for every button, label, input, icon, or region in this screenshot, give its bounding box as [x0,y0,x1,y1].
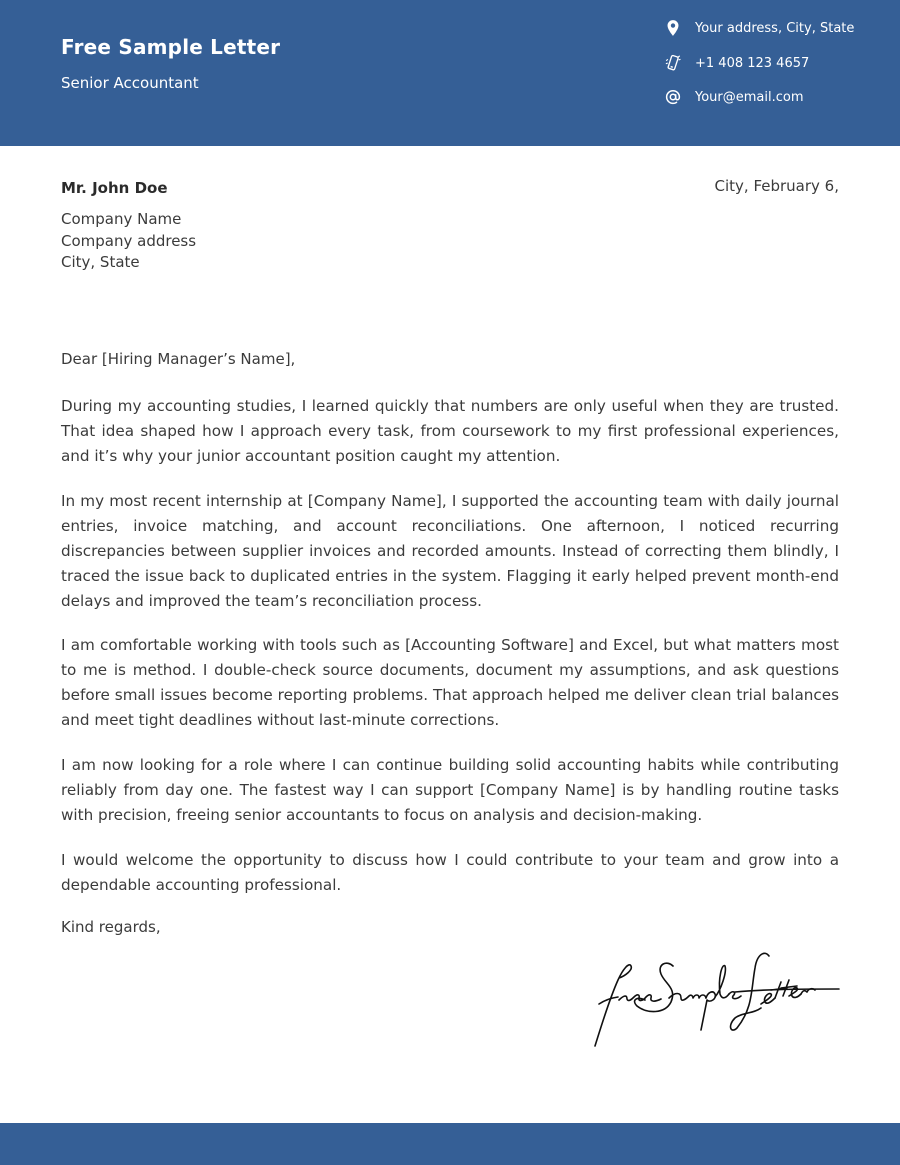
email-text: Your@email.com [695,89,804,105]
letter-body [61,394,839,917]
recipient-company: Company Name [61,210,182,228]
body-paragraph: I am comfortable working with tools such as [Accounting Software] and Excel, but what matters most to me is method. I double-check source documents, document my assumptions, and ask questions before small issues become reporting problems. That approach helped me deliver clean trial balances and meet tight deadlines without last-minute corrections. [61,636,839,730]
map-pin-icon [664,19,682,37]
phone-text: +1 408 123 4657 [695,55,810,71]
recipient-address: Company address [61,231,197,250]
letter-header [0,0,900,146]
body-paragraph: In my most recent internship at [Company Name], I supported the accounting team with daily journal entries, invoice matching, and account reconciliations. One afternoon, I noticed recurring discrepancies between supplier invoices and recorded amounts. Instead of correcting them blindly, I traced the issue back to duplicated entries in the system. Flagging it early helped prevent month-end delays and improved the team’s reconciliation process. [61,491,839,610]
address-text: Your address, City, State [695,20,855,36]
letter-footer [0,1123,900,1165]
phone-icon [664,54,682,72]
letter-date: City, February 6, [714,177,839,195]
salutation: Dear [Hiring Manager’s Name], [61,350,296,368]
recipient-address-block [61,209,196,274]
contact-email [664,88,804,106]
body-paragraph: I would welcome the opportunity to discuss how I could contribute to your team and grow into a dependable accounting professional. [61,850,839,894]
signature [585,942,845,1052]
sender-role: Senior Accountant [61,74,199,92]
recipient-city-state: City, State [61,253,140,271]
recipient-name: Mr. John Doe [61,179,168,197]
sender-name: Free Sample Letter [61,35,281,59]
closing: Kind regards, [61,918,161,936]
body-paragraph: During my accounting studies, I learned quickly that numbers are only useful when they are trusted. That idea shaped how I approach every task, from coursework to my first professional experiences, and it’s why your junior accountant position caught my attention. [61,397,839,465]
contact-address [664,19,854,37]
contact-phone [664,54,809,72]
at-sign-icon [664,88,682,106]
body-paragraph: I am now looking for a role where I can continue building solid accounting habits while contributing reliably from day one. The fastest way I can support [Company Name] is by handling routine tasks with precision, freeing senior accountants to focus on analysis and decision-making. [61,756,839,825]
